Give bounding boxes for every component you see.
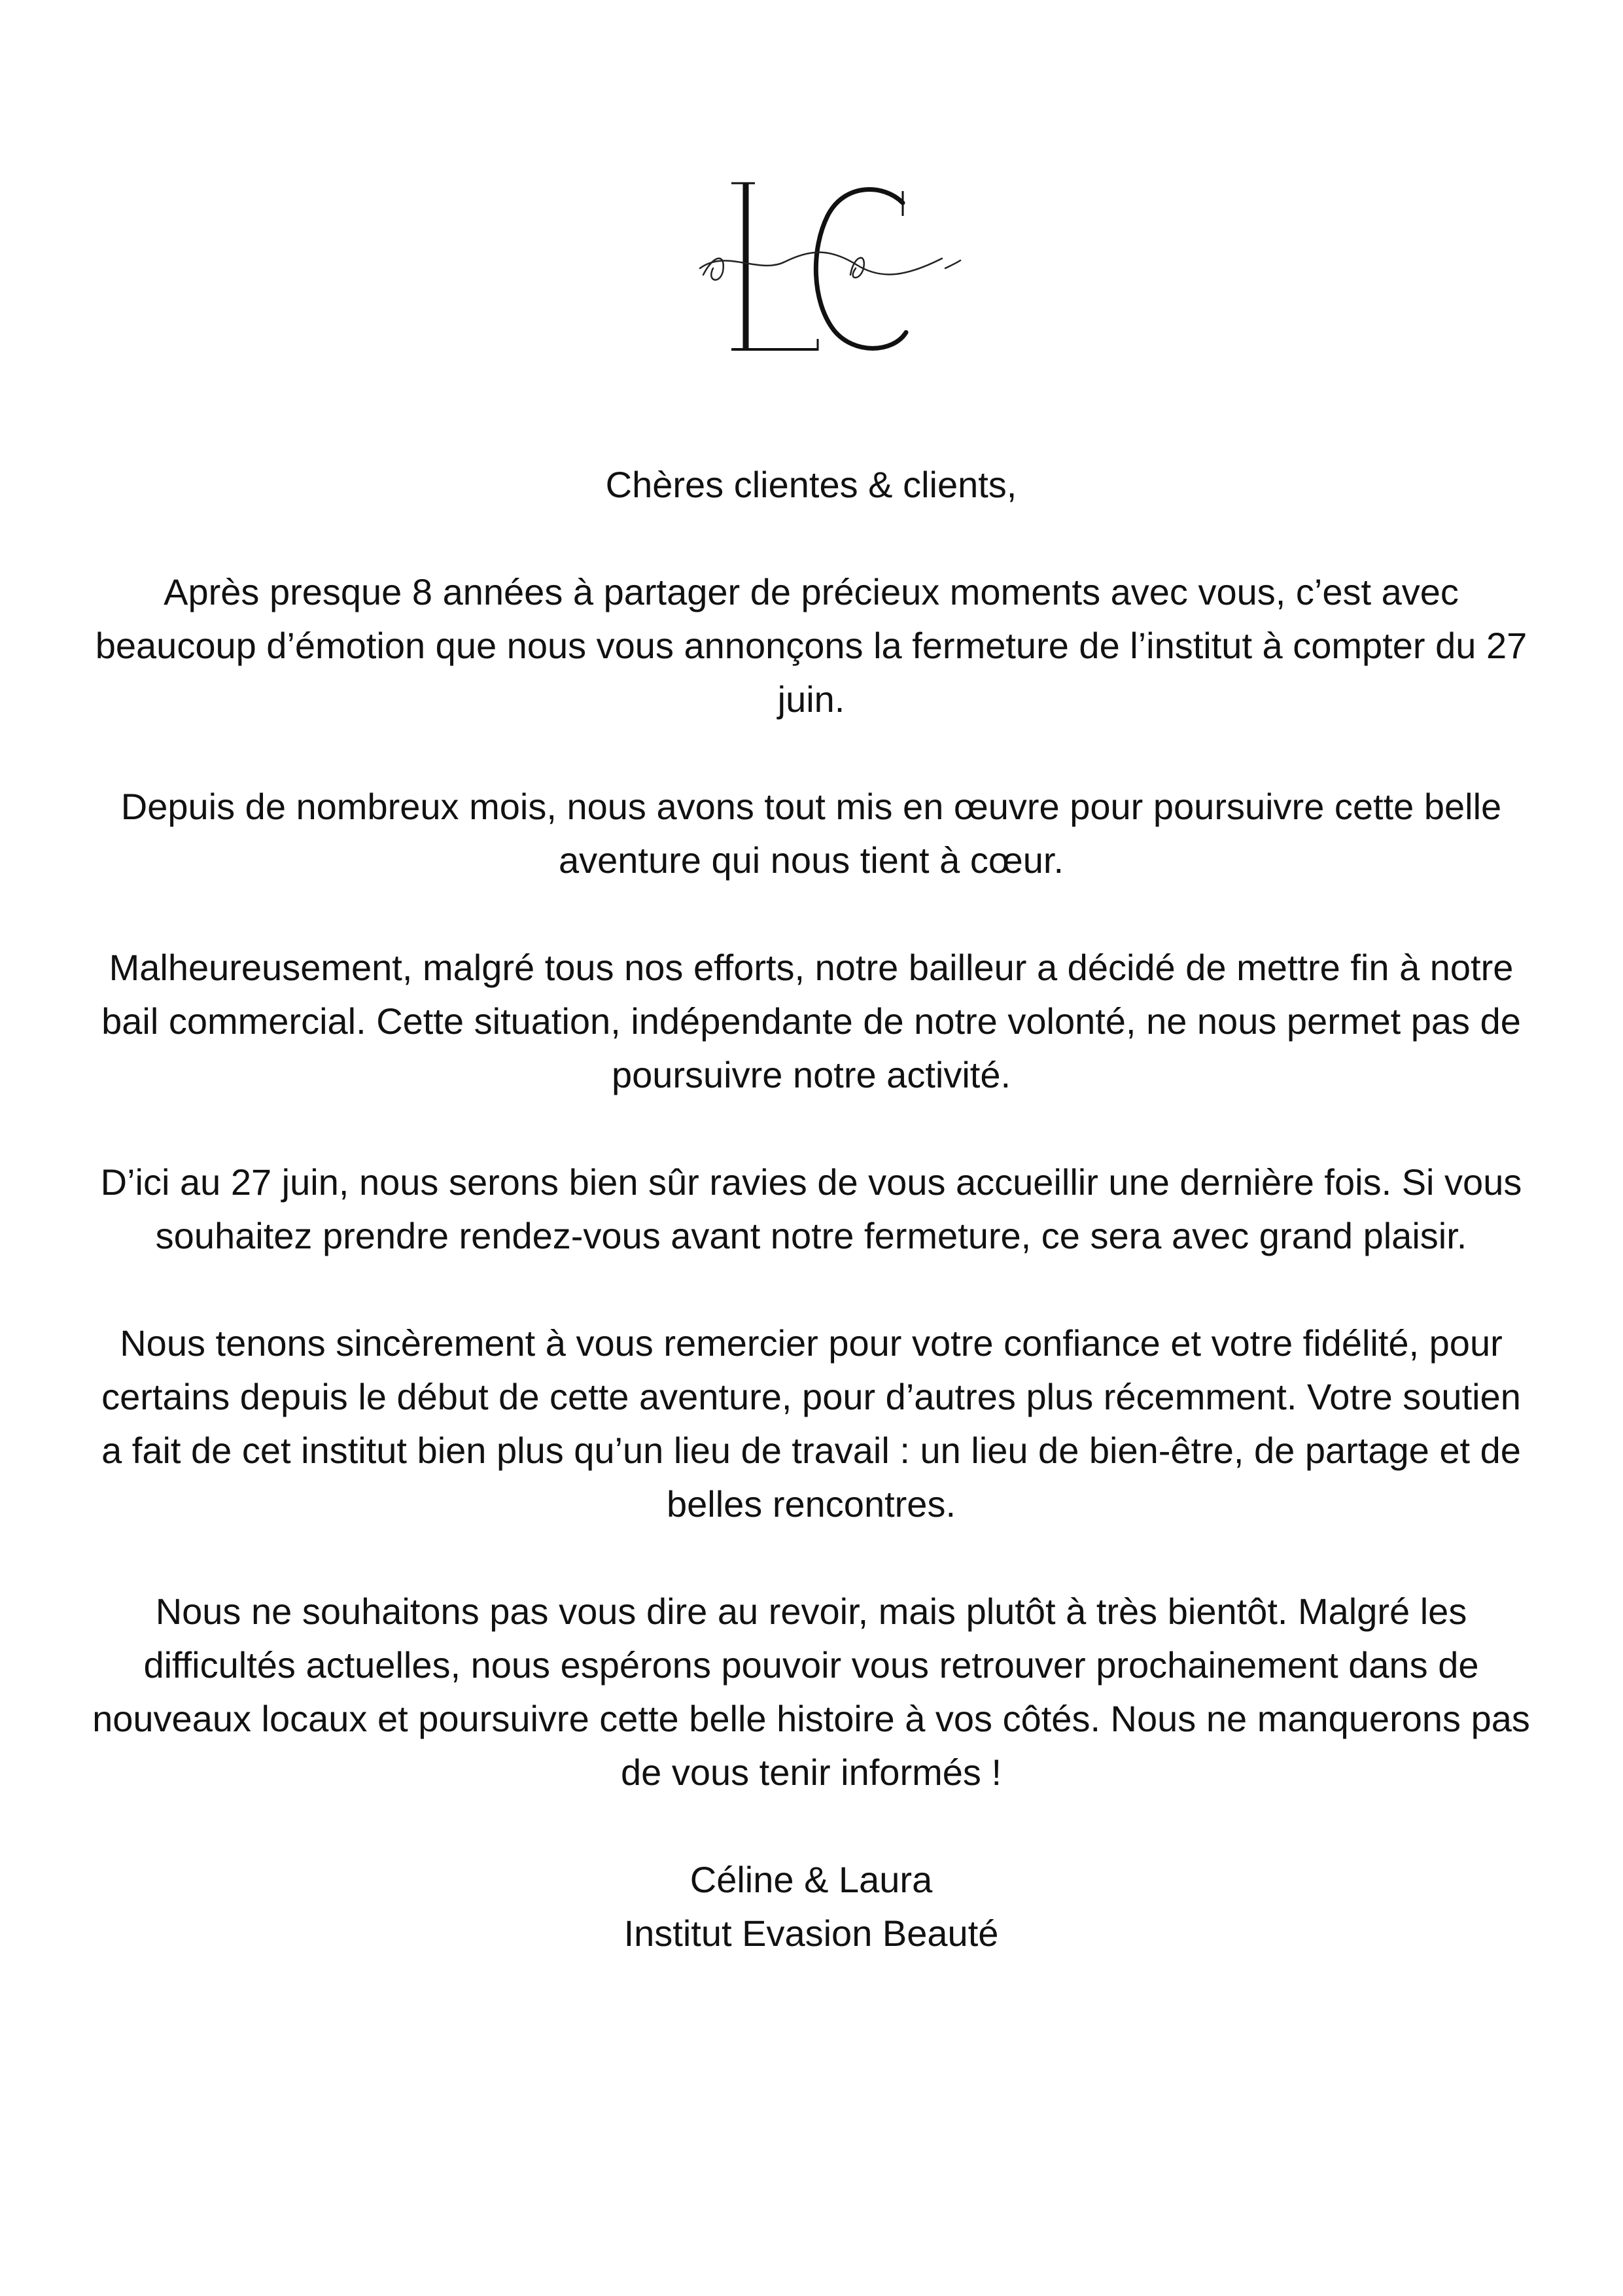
paragraph-closing-announcement: Après presque 8 années à partager de précieux moments avec vous, c’est avec beaucoup d’émotion que nous vous annonçons la fermeture de l’institut à compter du 27 juin.: [95, 571, 1527, 720]
brand-logo: [687, 177, 962, 360]
signature: [92, 1853, 1531, 1960]
paragraph-appointments: D’ici au 27 juin, nous serons bien sûr ravies de vous accueillir une dernière fois. Si vous souhaitez prendre rendez-vous avant notre fermeture, ce sera avec grand plaisir.: [100, 1161, 1522, 1256]
paragraph-efforts: Depuis de nombreux mois, nous avons tout mis en œuvre pour poursuivre cette belle aventure qui nous tient à cœur.: [120, 786, 1502, 881]
greeting: Chères clientes & clients,: [605, 464, 1017, 505]
paragraph-lease: Malheureusement, malgré tous nos efforts, notre bailleur a décidé de mettre fin à notre bail commercial. Cette situation, indépendante de notre volonté, ne nous permet pas de poursuivre notre activité.: [101, 947, 1521, 1095]
signature-business: Institut Evasion Beauté: [623, 1913, 999, 1954]
paragraph-future: Nous ne souhaitons pas vous dire au revoir, mais plutôt à très bientôt. Malgré les difficultés actuelles, nous espérons pouvoir vous retrouver prochainement dans de nouveaux locaux et poursuivre cette belle histoire à vos côtés. Nous ne manquerons pas de vous tenir informés !: [92, 1591, 1530, 1793]
logo-monogram: [687, 177, 962, 360]
paragraph-thanks: Nous tenons sincèrement à vous remercier pour votre confiance et votre fidélité, pour certains depuis le début de cette aventure, pour d’autres plus récemment. Votre soutien a fait de cet institut bien plus qu’un lieu de travail : un lieu de bien-être, de partage et de belles rencontres.: [101, 1322, 1521, 1525]
letter-body: [92, 458, 1531, 1960]
signature-names: Céline & Laura: [689, 1859, 933, 1900]
